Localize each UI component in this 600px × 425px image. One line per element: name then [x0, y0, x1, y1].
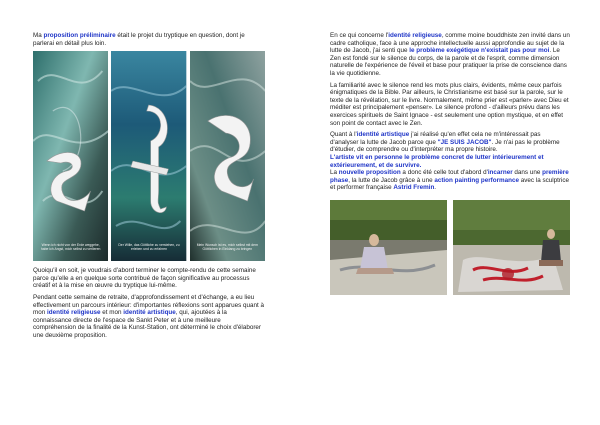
highlight-nouvelle-proposition: nouvelle proposition — [338, 169, 401, 177]
paragraph-compte-rendu: Quoiqu'il en soit, je voudrais d'abord terminer le compte-rendu de cette semaine parce qu'elle a en quelque sorte contribué de façon significative au processus créatif et à la mise en œuvre du tryptique lui-même. — [33, 267, 256, 290]
intro-paragraph: Ma proposition préliminaire était le projet du tryptique en question, dont je parlerai en détail plus loin. — [33, 32, 245, 47]
highlight-action-painting: action painting performance — [434, 176, 519, 184]
triptych-panel-left — [33, 51, 108, 261]
paragraph-silence: La familiarité avec le silence rend les mots plus clairs, évidents, même ceux parfois énigmatiques de la Bible. Par ailleurs, le Christianisme est basé sur la parole, sur le texte de la révélation, sur le livre. Normalement, même prier est «parler» avec Dieu et méditer est principalement «penser». Le silence profond - d'ailleurs prévu dans les exercices spirituels de Saint Ignace - est seulement une option mystique, et en effet son point de contact avec le Zen. — [330, 81, 569, 127]
paragraph-semaine-retraite: Pendant cette semaine de retraite, d'approfondissement et d'échange, a eu lieu effectivement un parcours intérieur: d'importantes réflexions sont apparues quant à mon identité religieuse et mon identité artistique, qui, ajoutées à la connaissance directe de l'espace de Sankt Peter et à une meilleure compréhension de la finalité de la Kunst-Station, ont déterminé le choix d'élaborer une deuxième proposition. — [33, 293, 265, 339]
highlight-artiste-vit: L'artiste vit en personne le problème concret de lutter intérieurement et extérieurement, et de survivre. — [330, 153, 544, 169]
highlight-probleme-exegetique: le problème exégétique n'existait pas pour moi — [409, 47, 550, 55]
performance-photos — [330, 200, 570, 295]
highlight-identite-religieuse: identité religieuse — [47, 309, 101, 317]
left-column — [33, 32, 265, 344]
highlight-je-suis-jacob: "JE SUIS JACOB" — [437, 138, 492, 146]
highlight-identite-artistique-right: identité artistique — [356, 131, 410, 139]
highlight-astrid-fremin: Astrid Fremin — [393, 184, 435, 192]
highlight-proposition-preliminaire: proposition préliminaire — [43, 32, 116, 39]
paragraph-identite-artistique: Quant à l'identité artistique j'ai réalisé qu'en effet cela ne m'intéressait pas d'analyser la lutte de Jacob parce que "JE SUIS JACOB". Je n'ai pas le problème d'étudier, de comprendre ou d'interpréter ma propre histoire. L'artiste vit en personne le problème concret de lutter intérieurement et extérieurement, et de survivre. La nouvelle proposition a donc été celle tout d'abord d'incarner dans une première phase, la lutte de Jacob grâce à une action painting performance avec la sculptrice et performer française Astrid Fremin. — [330, 131, 570, 192]
triptych-panel-right — [190, 51, 265, 261]
triptych-panel-center — [111, 51, 186, 261]
right-column — [330, 32, 570, 295]
photo-performance-seated — [330, 200, 447, 295]
highlight-incarner: incarner — [487, 169, 513, 177]
triptych-caption-center: Der Wille, das Göttliche zu verstehen, zu erleben und zu erfahren — [118, 243, 180, 252]
highlight-identite-religieuse-right: identité religieuse — [388, 32, 442, 39]
photo-performance-painting — [453, 200, 570, 295]
paragraph-identite-religieuse: En ce qui concerne l'identité religieuse, comme moine bouddhiste zen invité dans un cadre catholique, face à une approche intellectuelle aussi approfondie au sujet de la lutte de Jacob, j'ai senti que le problème exégétique n'existait pas pour moi. Le Zen est fondé sur le silence du corps, de la parole et de l'esprit, comme dimension naturelle de l'expérience de l'éveil et base pour pratiquer la prise de conscience dans la vie quotidienne. — [330, 32, 570, 77]
triptych-caption-left: Wenn ich nicht von der Erde weggehe, habe ich Angst, mich selbst zu verlieren — [40, 243, 101, 252]
highlight-identite-artistique: identité artistique — [123, 309, 176, 317]
highlight-premiere-phase: première phase — [330, 169, 569, 184]
triptych-caption-right: Mein Wunsch ist es, mich selbst mit dem Göttlichen in Einklang zu bringen — [196, 243, 258, 252]
triptych-image — [33, 51, 265, 261]
